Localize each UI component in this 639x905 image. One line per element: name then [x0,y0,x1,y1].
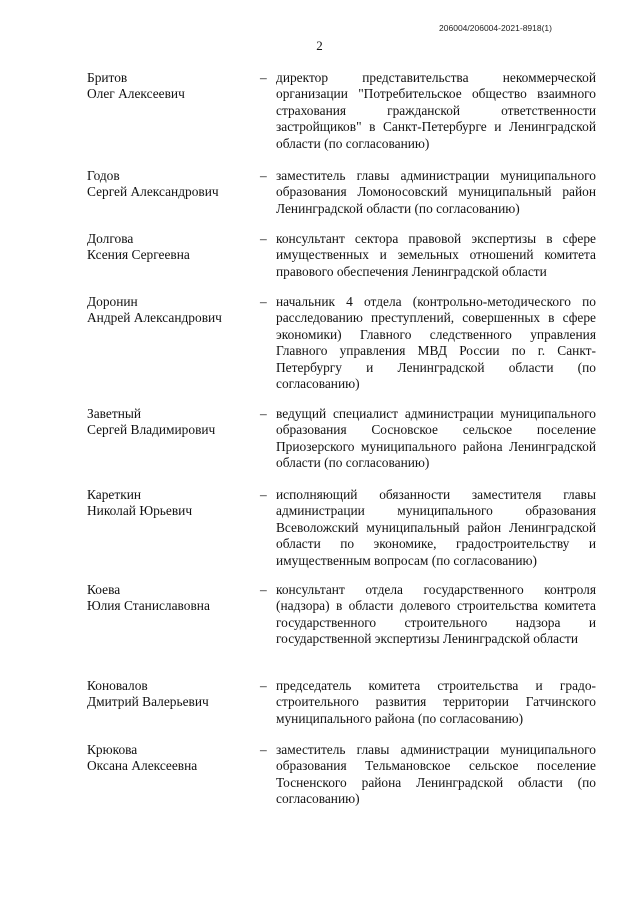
member-position: начальник 4 отдела (контрольно-методического по расследованию преступлений, совершенных в сфере экономики) Главного следственного управления Главного управления МВД России по г. Санкт-Петербургу и Ленинградской области (по согласованию) [276,294,596,392]
member-position: председатель комитета строительства и градостроительного развития территории Гатчинского муниципального района (по согласованию) [276,678,596,726]
member-given-name: Олег Алексеевич [87,86,185,102]
member-name [87,294,257,327]
member-position: директор представительства некоммерческой организации "Потребительское общество взаимного страхования гражданской ответственности застройщиков" в Санкт-Петербурге и Ленинградской области (по согласованию) [276,70,596,151]
dash-separator: – [260,678,267,693]
member-surname: Заветный [87,406,142,421]
dash-separator: – [260,406,267,421]
page-number: 2 [316,38,323,53]
dash-separator: – [260,294,267,309]
member-name [87,678,257,711]
member-given-name: Николай Юрьевич [87,503,193,519]
member-surname: Коновалов [87,678,148,693]
member-given-name: Сергей Александрович [87,184,219,200]
member-name [87,231,257,264]
member-surname: Кареткин [87,487,142,502]
member-position: заместитель главы администрации муниципального образования Ломоносовский муниципальный район Ленинградской области (по согласованию) [276,168,596,216]
member-surname: Долгова [87,231,134,246]
dash-separator: – [260,168,267,183]
member-surname: Бритов [87,70,128,85]
member-position: консультант сектора правовой экспертизы в сфере имущественных и земельных отношений комитета правового обеспечения Ленинградской области [276,231,596,279]
document-code: 206004/206004-2021-8918(1) [439,23,552,33]
member-position: консультант отдела государственного контроля (надзора) в области долевого строительства комитета государственного строительного надзора и государственной экспертизы Ленинградской области [276,582,596,647]
member-name [87,582,257,615]
member-surname: Крюкова [87,742,138,757]
dash-separator: – [260,582,267,597]
member-given-name: Юлия Станиславовна [87,598,210,614]
member-given-name: Андрей Александрович [87,310,222,326]
member-given-name: Дмитрий Валерьевич [87,694,209,710]
member-surname: Годов [87,168,120,183]
member-position: ведущий специалист администрации муниципального образования Сосновское сельское поселение Приозерского муниципального района Ленинградской области (по согласованию) [276,406,596,471]
member-surname: Коева [87,582,121,597]
member-name [87,70,257,103]
member-given-name: Сергей Владимирович [87,422,216,438]
member-given-name: Ксения Сергеевна [87,247,190,263]
dash-separator: – [260,487,267,502]
dash-separator: – [260,231,267,246]
member-name [87,168,257,201]
member-position: заместитель главы администрации муниципального образования Тельмановское сельское поселение Тосненского района Ленинградской области (по согласованию) [276,742,596,807]
member-name [87,406,257,439]
member-name [87,487,257,520]
member-name [87,742,257,775]
member-position: исполняющий обязанности заместителя главы администрации муниципального образования Всеволожский муниципальный район Ленинградской области по экономике, градостроительству и имущественным вопросам (по согласованию) [276,487,596,568]
member-given-name: Оксана Алексеевна [87,758,198,774]
dash-separator: – [260,70,267,85]
member-surname: Доронин [87,294,138,309]
dash-separator: – [260,742,267,757]
